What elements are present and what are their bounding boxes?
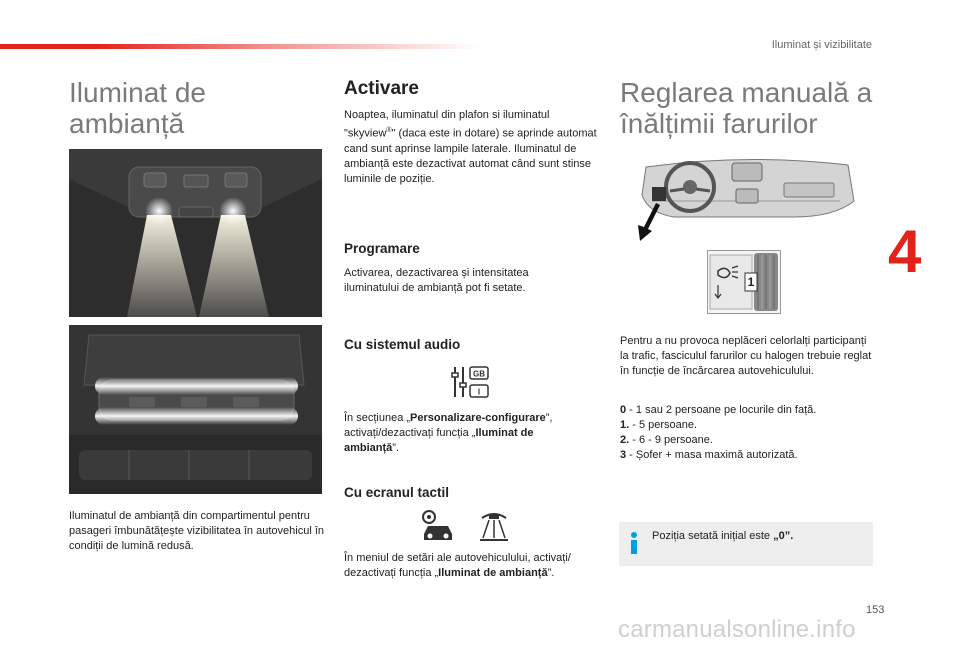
position-item-0: 0 - 1 sau 2 persoane pe locurile din față. (620, 404, 817, 416)
headlamp-adjust-title: Reglarea manuală a înălțimii farurilor (620, 77, 873, 139)
ambient-lighting-title: Iluminat de ambianță (69, 77, 206, 139)
ambient-light-icon (474, 508, 514, 544)
audio-system-heading: Cu sistemul audio (344, 337, 461, 352)
skyview-lighting-photo (69, 325, 322, 494)
position-item-3: 3 - Șofer + masa maximă autorizată. (620, 449, 798, 461)
page-number: 153 (866, 604, 885, 616)
chapter-number: 4 (888, 218, 922, 285)
audio-icon-i-label: I (477, 387, 481, 397)
info-note-text: Poziția setată inițial este „0”. (652, 530, 794, 542)
dashboard-illustration (634, 155, 858, 243)
audio-settings-icon (450, 364, 492, 400)
header-accent-bar (0, 44, 480, 49)
vehicle-settings-icon (418, 508, 458, 544)
position-item-2: 2. - 6 - 9 persoane. (620, 434, 713, 446)
programare-text: Activarea, dezactivarea și intensitatea iluminatului de ambianță pot fi setate. (344, 267, 529, 294)
headlamp-intro-text: Pentru a nu provoca neplăceri celorlalți participanți la trafic, fasciculul farurilor cu halogen trebuie reglat în funcție de încărcarea autovehiculului. (620, 335, 872, 377)
activare-text: Noaptea, iluminatul din plafon si iluminatul "skyview®" (daca este in dotare) se aprinde automat cand sunt aprinse lampile laterale. Iluminatul de ambianță este dezactivat automat când sunt stinse luminile de poziție. (344, 109, 597, 185)
watermark: carmanualsonline.info (618, 616, 856, 643)
audio-system-text: În secțiunea „Personalizare-configurare”, activați/dezactivați funcția „Iluminat de ambianță”. (344, 412, 553, 454)
section-title: Iluminat și vizibilitate (771, 39, 872, 51)
programare-heading: Programare (344, 241, 420, 256)
position-item-1: 1. - 5 persoane. (620, 419, 698, 431)
headlamp-positions-list (620, 403, 876, 463)
ceiling-light-photo (69, 149, 322, 317)
knob-position-label: 1 (747, 275, 755, 289)
touchscreen-text: În meniul de setări ale autovehiculului, activați/ dezactivați funcția „Iluminat de ambianță”. (344, 552, 571, 579)
ambient-lighting-caption: Iluminatul de ambianță din compartimentul pentru pasageri îmbunătățește vizibilitatea în autovehicul în condiții de lumină redusă. (69, 510, 324, 552)
info-icon (627, 531, 641, 555)
headlamp-knob-illustration (707, 250, 781, 314)
touchscreen-heading: Cu ecranul tactil (344, 485, 450, 500)
activare-heading: Activare (344, 78, 419, 99)
audio-icon-gb-label: GB (473, 369, 485, 379)
info-note-box (619, 522, 873, 566)
